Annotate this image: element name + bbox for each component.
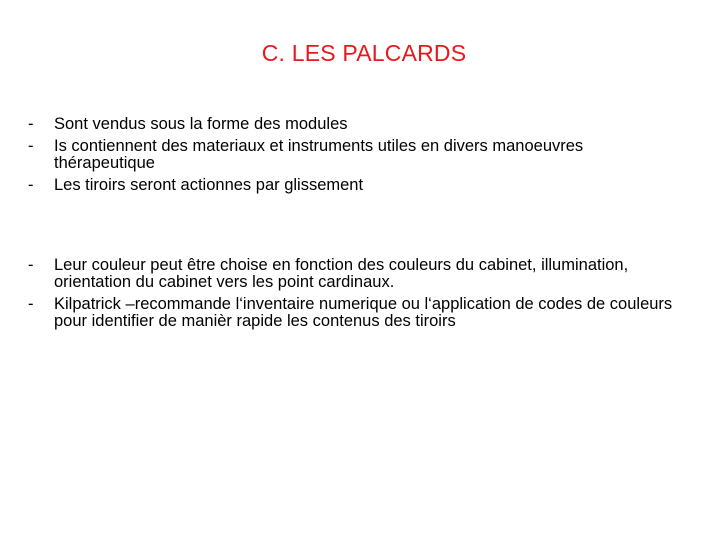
slide-title: C. LES PALCARDS xyxy=(261,40,467,66)
bullet-list-1 xyxy=(28,116,688,201)
bullet-text: Les tiroirs seront actionnes par glissement xyxy=(54,176,364,194)
bullet-marker: - xyxy=(28,137,34,155)
bullet-text: Is contiennent des materiaux et instruments utiles en divers manoeuvres thérapeutique xyxy=(54,137,584,172)
bullet-item xyxy=(28,296,688,330)
bullet-item xyxy=(28,177,688,194)
bullet-list-2 xyxy=(28,257,688,337)
bullet-marker: - xyxy=(28,256,34,274)
bullet-item xyxy=(28,257,688,291)
bullet-marker: - xyxy=(28,115,34,133)
bullet-item xyxy=(28,116,688,133)
bullet-marker: - xyxy=(28,176,34,194)
bullet-marker: - xyxy=(28,295,34,313)
bullet-item xyxy=(28,138,688,172)
bullet-text: Leur couleur peut être choise en fonction des couleurs du cabinet, illumination, orientation du cabinet vers les point cardinaux. xyxy=(54,256,629,291)
bullet-text: Sont vendus sous la forme des modules xyxy=(54,115,348,133)
bullet-text: Kilpatrick –recommande l‘inventaire numerique ou l‘application de codes de couleurs pour identifier de manièr rapide les contenus des tiroirs xyxy=(54,295,673,330)
